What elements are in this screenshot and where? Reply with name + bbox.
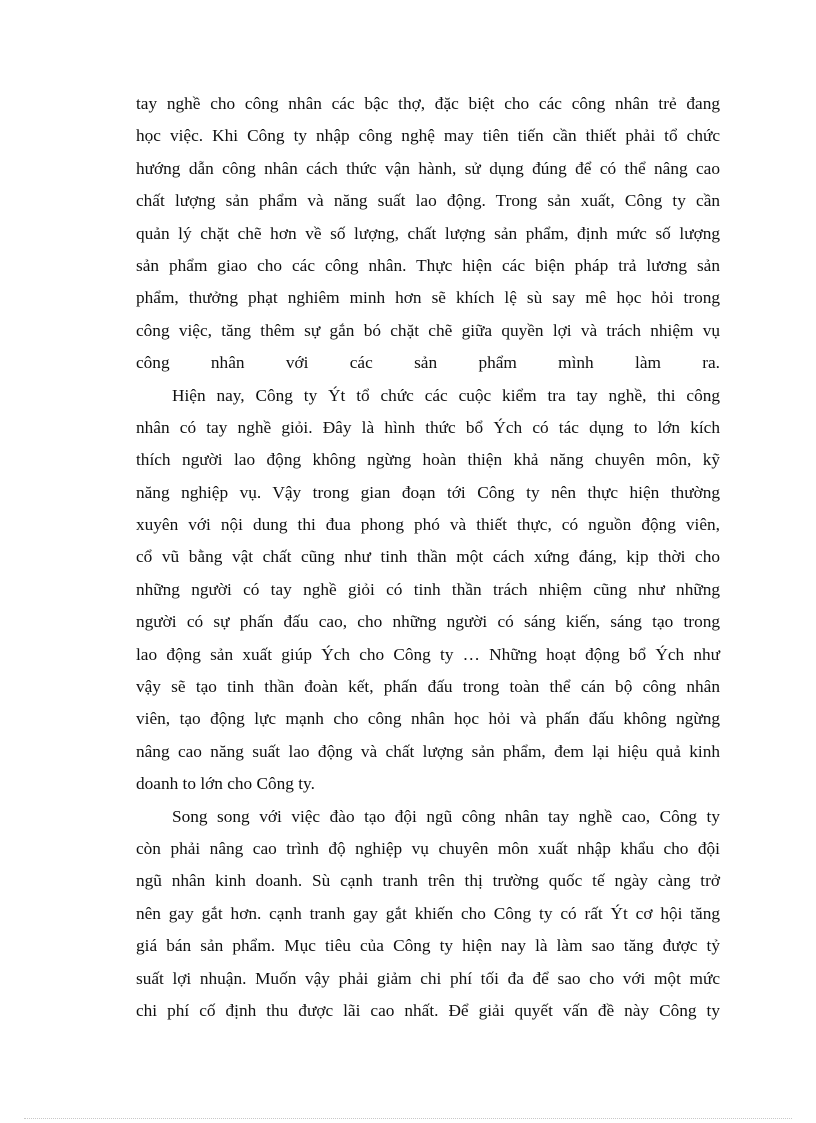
text-line: tay nghề cho công nhân các bậc thợ, đặc biệt cho các công nhân trẻ đang xyxy=(136,94,720,113)
text-line: nâng cao năng suất lao động và chất lượng sản phẩm, đem lại hiệu quả kinh xyxy=(136,741,720,761)
text-line: quản lý chặt chẽ hơn về số lượng, chất lượng sản phẩm, định mức số lượng xyxy=(136,223,720,243)
text-line: chi phí cố định thu được lãi cao nhất. Để giải quyết vấn đề này Công ty xyxy=(136,1000,720,1020)
text-line: sản phẩm giao cho các công nhân. Thực hiện các biện pháp trả lương sản xyxy=(136,255,720,275)
text-line: doanh to lớn cho Công ty. xyxy=(136,774,315,794)
text-line: vậy sẽ tạo tinh thần đoàn kết, phấn đấu trong toàn thể cán bộ công nhân xyxy=(136,677,720,697)
text-line: chất lượng sản phẩm và năng suất lao động. Trong sản xuất, Công ty cần xyxy=(136,191,720,211)
text-line: nhân có tay nghề giỏi. Đây là hình thức bổ Ých có tác dụng to lớn kích xyxy=(136,417,720,437)
text-line: suất lợi nhuận. Muốn vậy phải giảm chi phí tối đa để sao cho với một mức xyxy=(136,968,720,988)
text-line: Song song với việc đào tạo đội ngũ công nhân tay nghề cao, Công ty xyxy=(172,806,720,826)
text-line: hướng dẫn công nhân cách thức vận hành, sử dụng đúng để có thể nâng cao xyxy=(136,158,720,178)
text-line: người có sự phấn đấu cao, cho những người có sáng kiến, sáng tạo trong xyxy=(136,612,720,632)
text-line: công nhân với các sản phẩm mình làm ra. xyxy=(136,353,720,373)
text-line: Hiện nay, Công ty Ýt tổ chức các cuộc kiểm tra tay nghề, thi công xyxy=(172,385,720,405)
text-line: xuyên với nội dung thi đua phong phó và thiết thực, có nguồn động viên, xyxy=(136,515,720,535)
text-line: những người có tay nghề giỏi có tinh thần trách nhiệm cũng như những xyxy=(136,579,720,599)
text-line: viên, tạo động lực mạnh cho công nhân học hỏi và phấn đấu không ngừng xyxy=(136,709,720,729)
text-line: còn phải nâng cao trình độ nghiệp vụ chuyên môn xuất nhập khẩu cho đội xyxy=(136,838,720,858)
text-line: học việc. Khi Công ty nhập công nghệ may tiên tiến cần thiết phải tổ chức xyxy=(136,126,720,146)
text-line: nên gay gắt hơn. cạnh tranh gay gắt khiến cho Công ty có rất Ýt cơ hội tăng xyxy=(136,903,720,923)
text-line: thích người lao động không ngừng hoàn thiện khả năng chuyên môn, kỹ xyxy=(136,450,720,470)
text-line: cổ vũ bằng vật chất cũng như tinh thần một cách xứng đáng, kịp thời cho xyxy=(136,547,720,567)
text-line: lao động sản xuất giúp Ých cho Công ty … Những hoạt động bổ Ých như xyxy=(136,644,720,664)
text-line: ngũ nhân kinh doanh. Sù cạnh tranh trên thị trường quốc tế ngày càng trở xyxy=(136,871,720,891)
text-line: giá bán sản phẩm. Mục tiêu của Công ty hiện nay là làm sao tăng được tỷ xyxy=(136,936,720,956)
text-line: công việc, tăng thêm sự gắn bó chặt chẽ giữa quyền lợi và trách nhiệm vụ xyxy=(136,320,720,340)
body-text xyxy=(136,88,720,1027)
page-bottom-rule xyxy=(24,1118,792,1119)
text-line: năng nghiệp vụ. Vậy trong gian đoạn tới Công ty nên thực hiện thường xyxy=(136,482,720,502)
text-line: phẩm, thưởng phạt nghiêm minh hơn sẽ khích lệ sù say mê học hỏi trong xyxy=(136,288,720,308)
